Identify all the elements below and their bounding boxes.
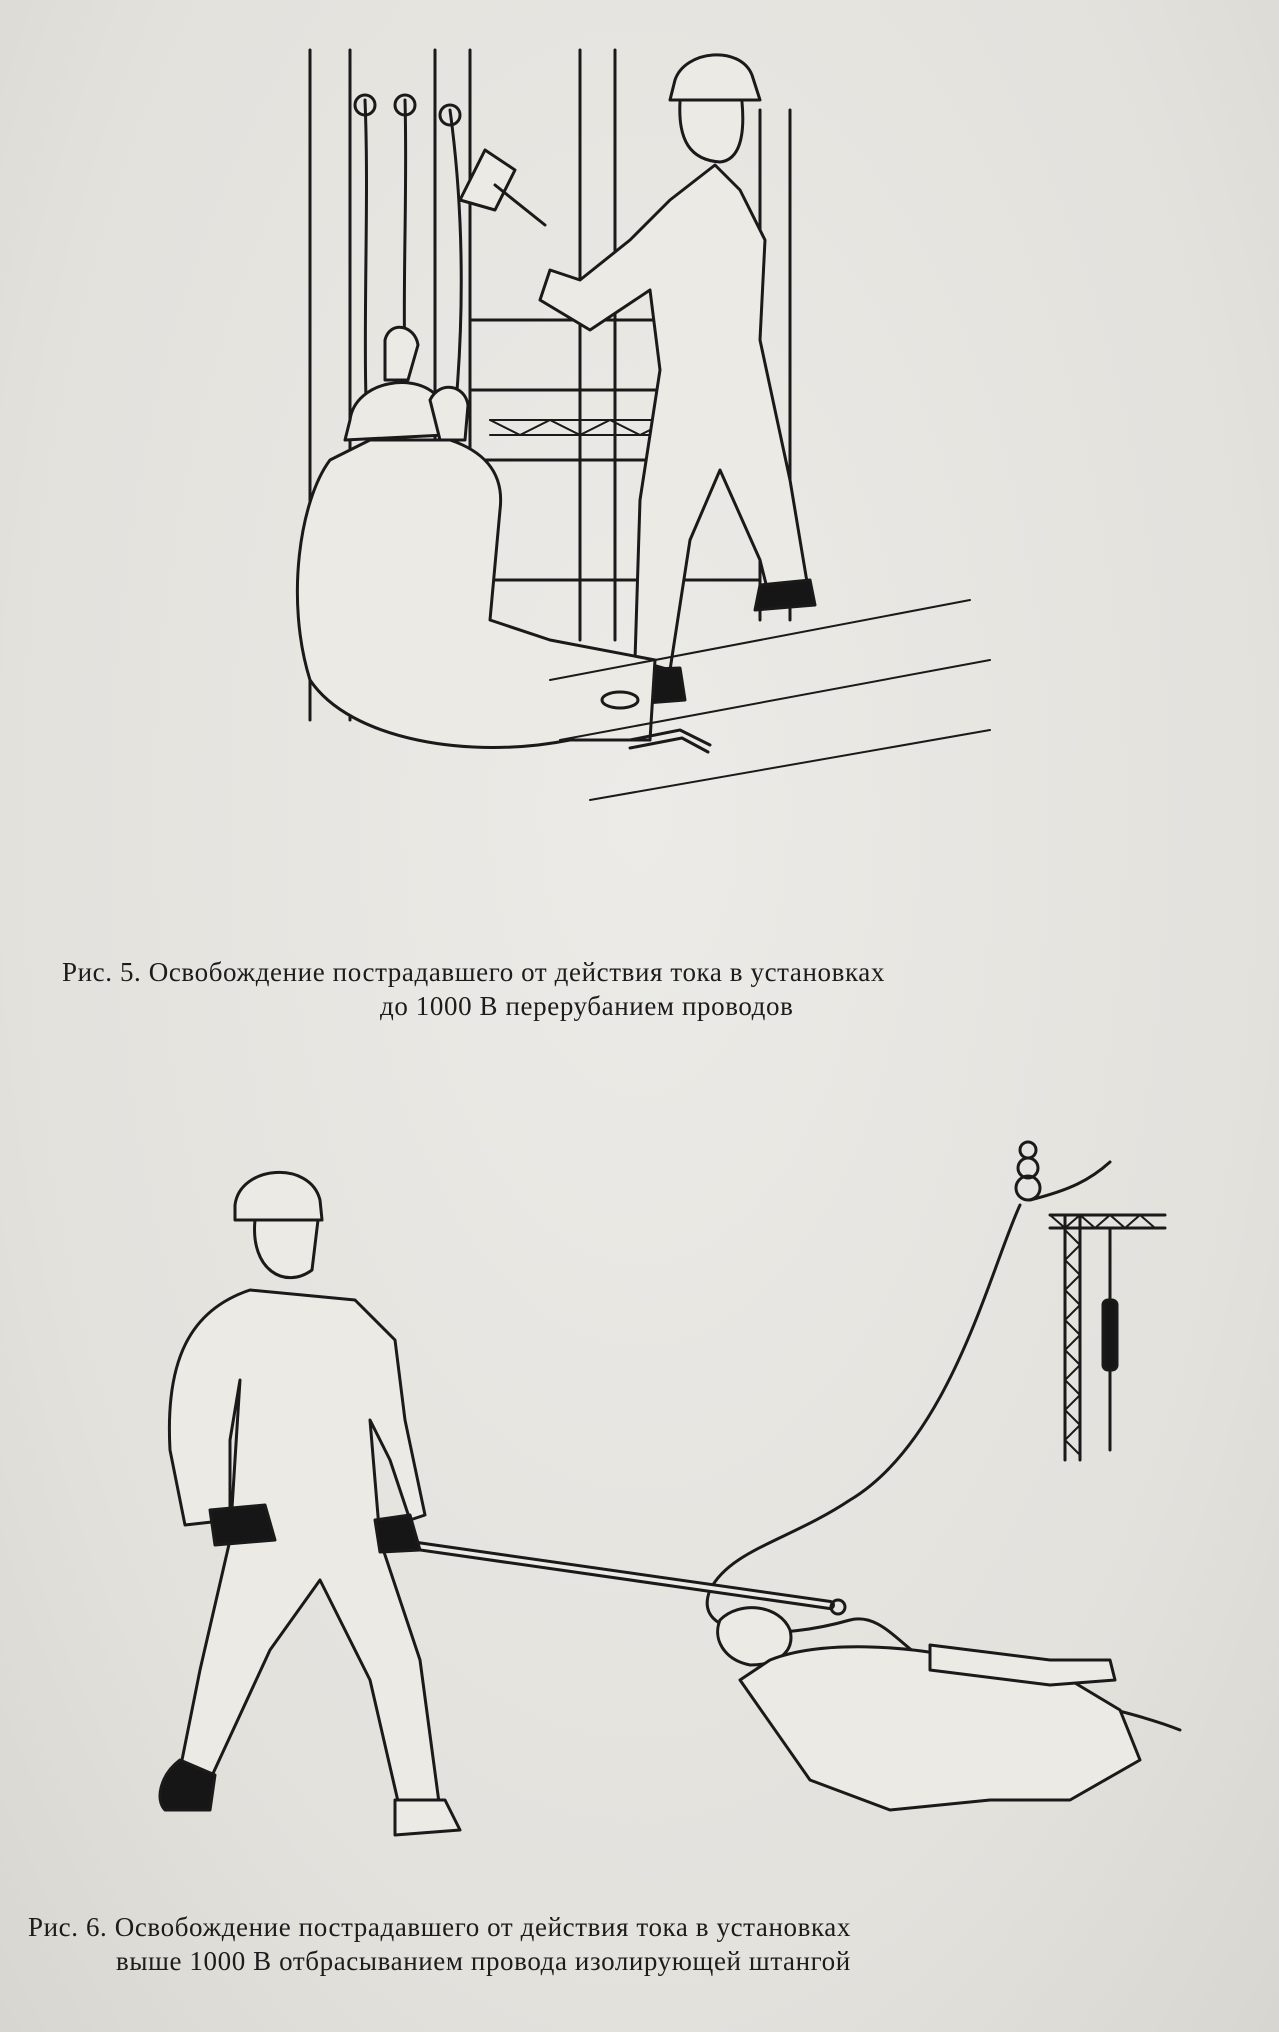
caption-line: Рис. 5. Освобождение пострадавшего от действия тока в установках [62,957,885,987]
figure-6-drawing [90,1120,1200,1880]
power-line-pole [1016,1142,1165,1460]
caption-line: Рис. 6. Освобождение пострадавшего от действия тока в установках [28,1912,851,1942]
standing-worker-with-axe [460,55,815,705]
figure-6-caption [28,1910,1258,1978]
figure-5-illustration [290,40,1010,920]
figure-5-caption [62,955,1242,1023]
rescuer-with-rod [160,1172,460,1835]
caption-line: выше 1000 В отбрасыванием провода изолирующей штангой [116,1946,851,1976]
caption-line: до 1000 В перерубанием проводов [380,991,794,1021]
injured-person-lying [718,1608,1140,1810]
figure-6-illustration [90,1120,1200,1880]
figure-5-drawing [290,40,1010,920]
